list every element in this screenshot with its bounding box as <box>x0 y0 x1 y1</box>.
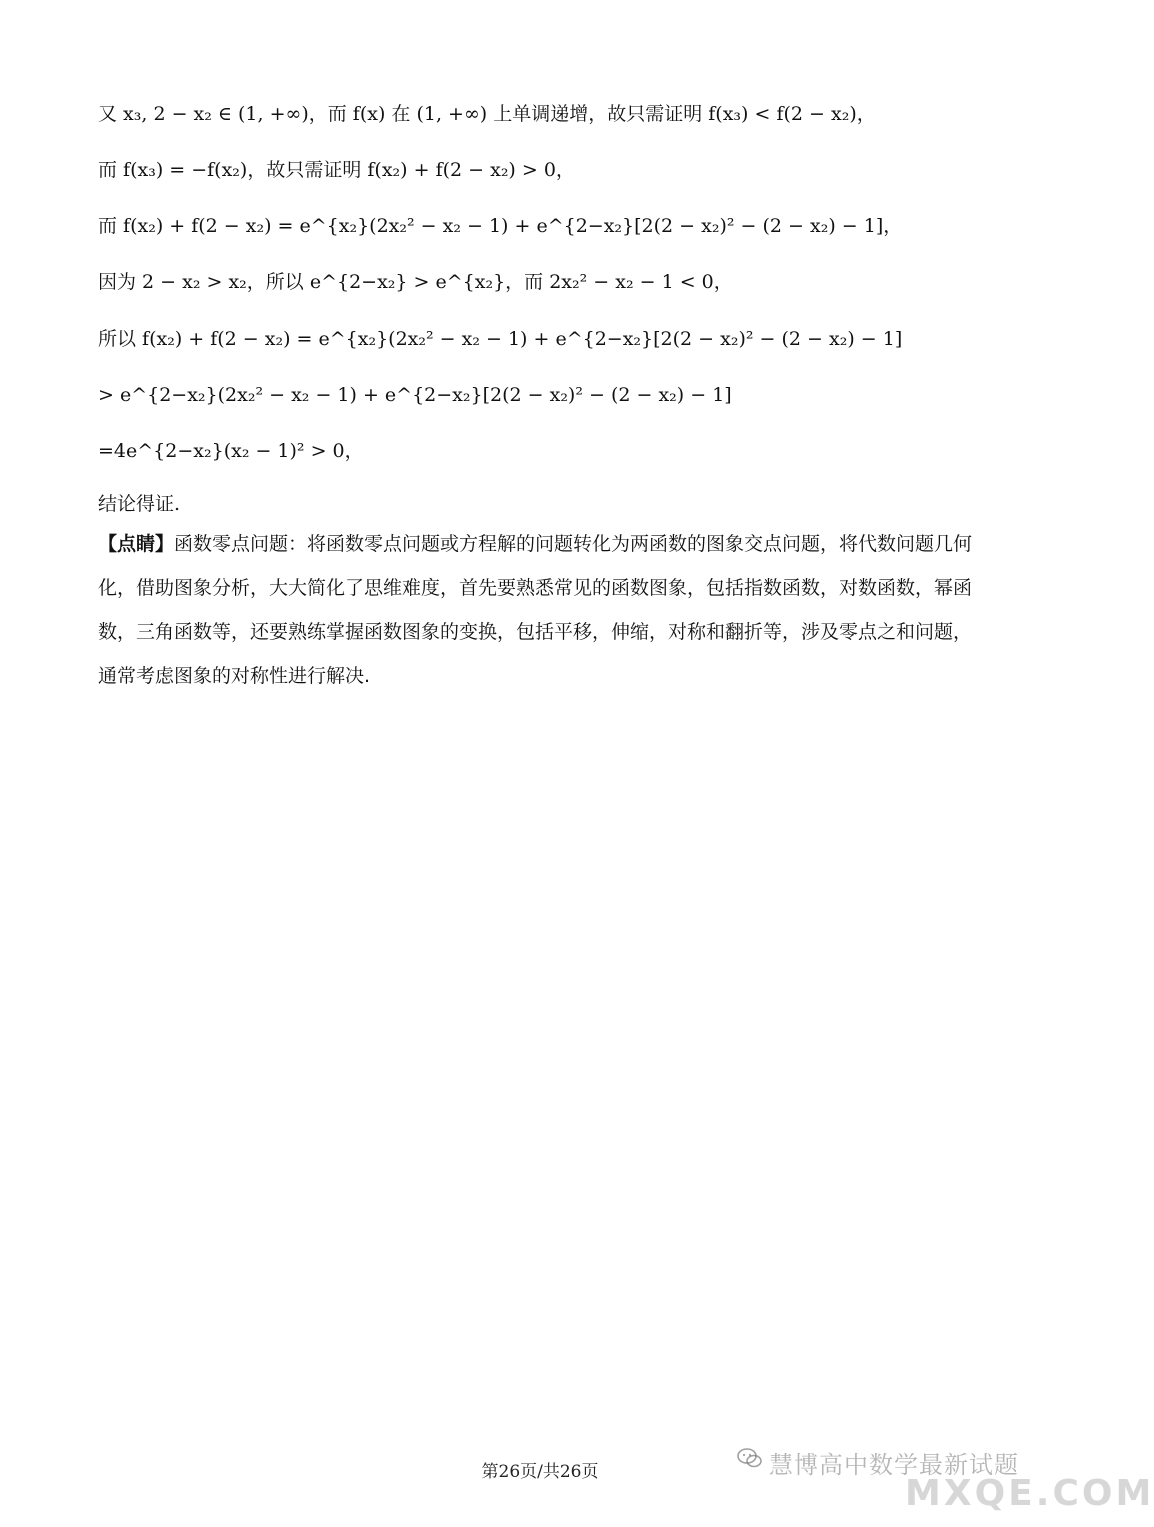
page-footer: 第26页/共26页 <box>481 1462 599 1482</box>
comment-paragraph <box>98 522 978 698</box>
wechat-icon <box>737 1447 763 1469</box>
proof-line-2: 而 f(x₃) = −f(x₂)，故只需证明 f(x₂) + f(2 − x₂) > 0， <box>98 159 575 181</box>
proof-line-1: 又 x₃, 2 − x₂ ∈ (1, +∞)，而 f(x) 在 (1, +∞) 上单调递增，故只需证明 f(x₃) < f(2 − x₂)， <box>98 103 876 125</box>
proof-line-3: 而 f(x₂) + f(2 − x₂) = e^{x₂}(2x₂² − x₂ − 1) + e^{2−x₂}[2(2 − x₂)² − (2 − x₂) − 1]， <box>98 215 903 237</box>
watermark-logo: MXQE.COM <box>905 1473 1154 1514</box>
comment-label: 【点睛】 <box>98 533 175 555</box>
comment-text: 函数零点问题：将函数零点问题或方程解的问题转化为两函数的图象交点问题，将代数问题几何化，借助图象分析，大大简化了思维难度，首先要熟悉常见的函数图象，包括指数函数，对数函数，幂函数，三角函数等，还要熟练掌握函数图象的变换，包括平移，伸缩，对称和翻折等，涉及零点之和问题，通常考虑图象的对称性进行解决. <box>98 533 973 687</box>
watermark <box>735 1435 1154 1515</box>
proof-line-5: 所以 f(x₂) + f(2 − x₂) = e^{x₂}(2x₂² − x₂ − 1) + e^{2−x₂}[2(2 − x₂)² − (2 − x₂) − 1] <box>98 328 903 350</box>
proof-line-4: 因为 2 − x₂ > x₂，所以 e^{2−x₂} > e^{x₂}，而 2x₂² − x₂ − 1 < 0， <box>98 271 733 293</box>
proof-line-7: =4e^{2−x₂}(x₂ − 1)² > 0， <box>98 440 364 462</box>
proof-line-6: > e^{2−x₂}(2x₂² − x₂ − 1) + e^{2−x₂}[2(2 − x₂)² − (2 − x₂) − 1] <box>98 384 732 406</box>
watermark-text: 慧博高中数学最新试题 <box>769 1451 1019 1479</box>
conclusion-line: 结论得证. <box>98 493 181 515</box>
